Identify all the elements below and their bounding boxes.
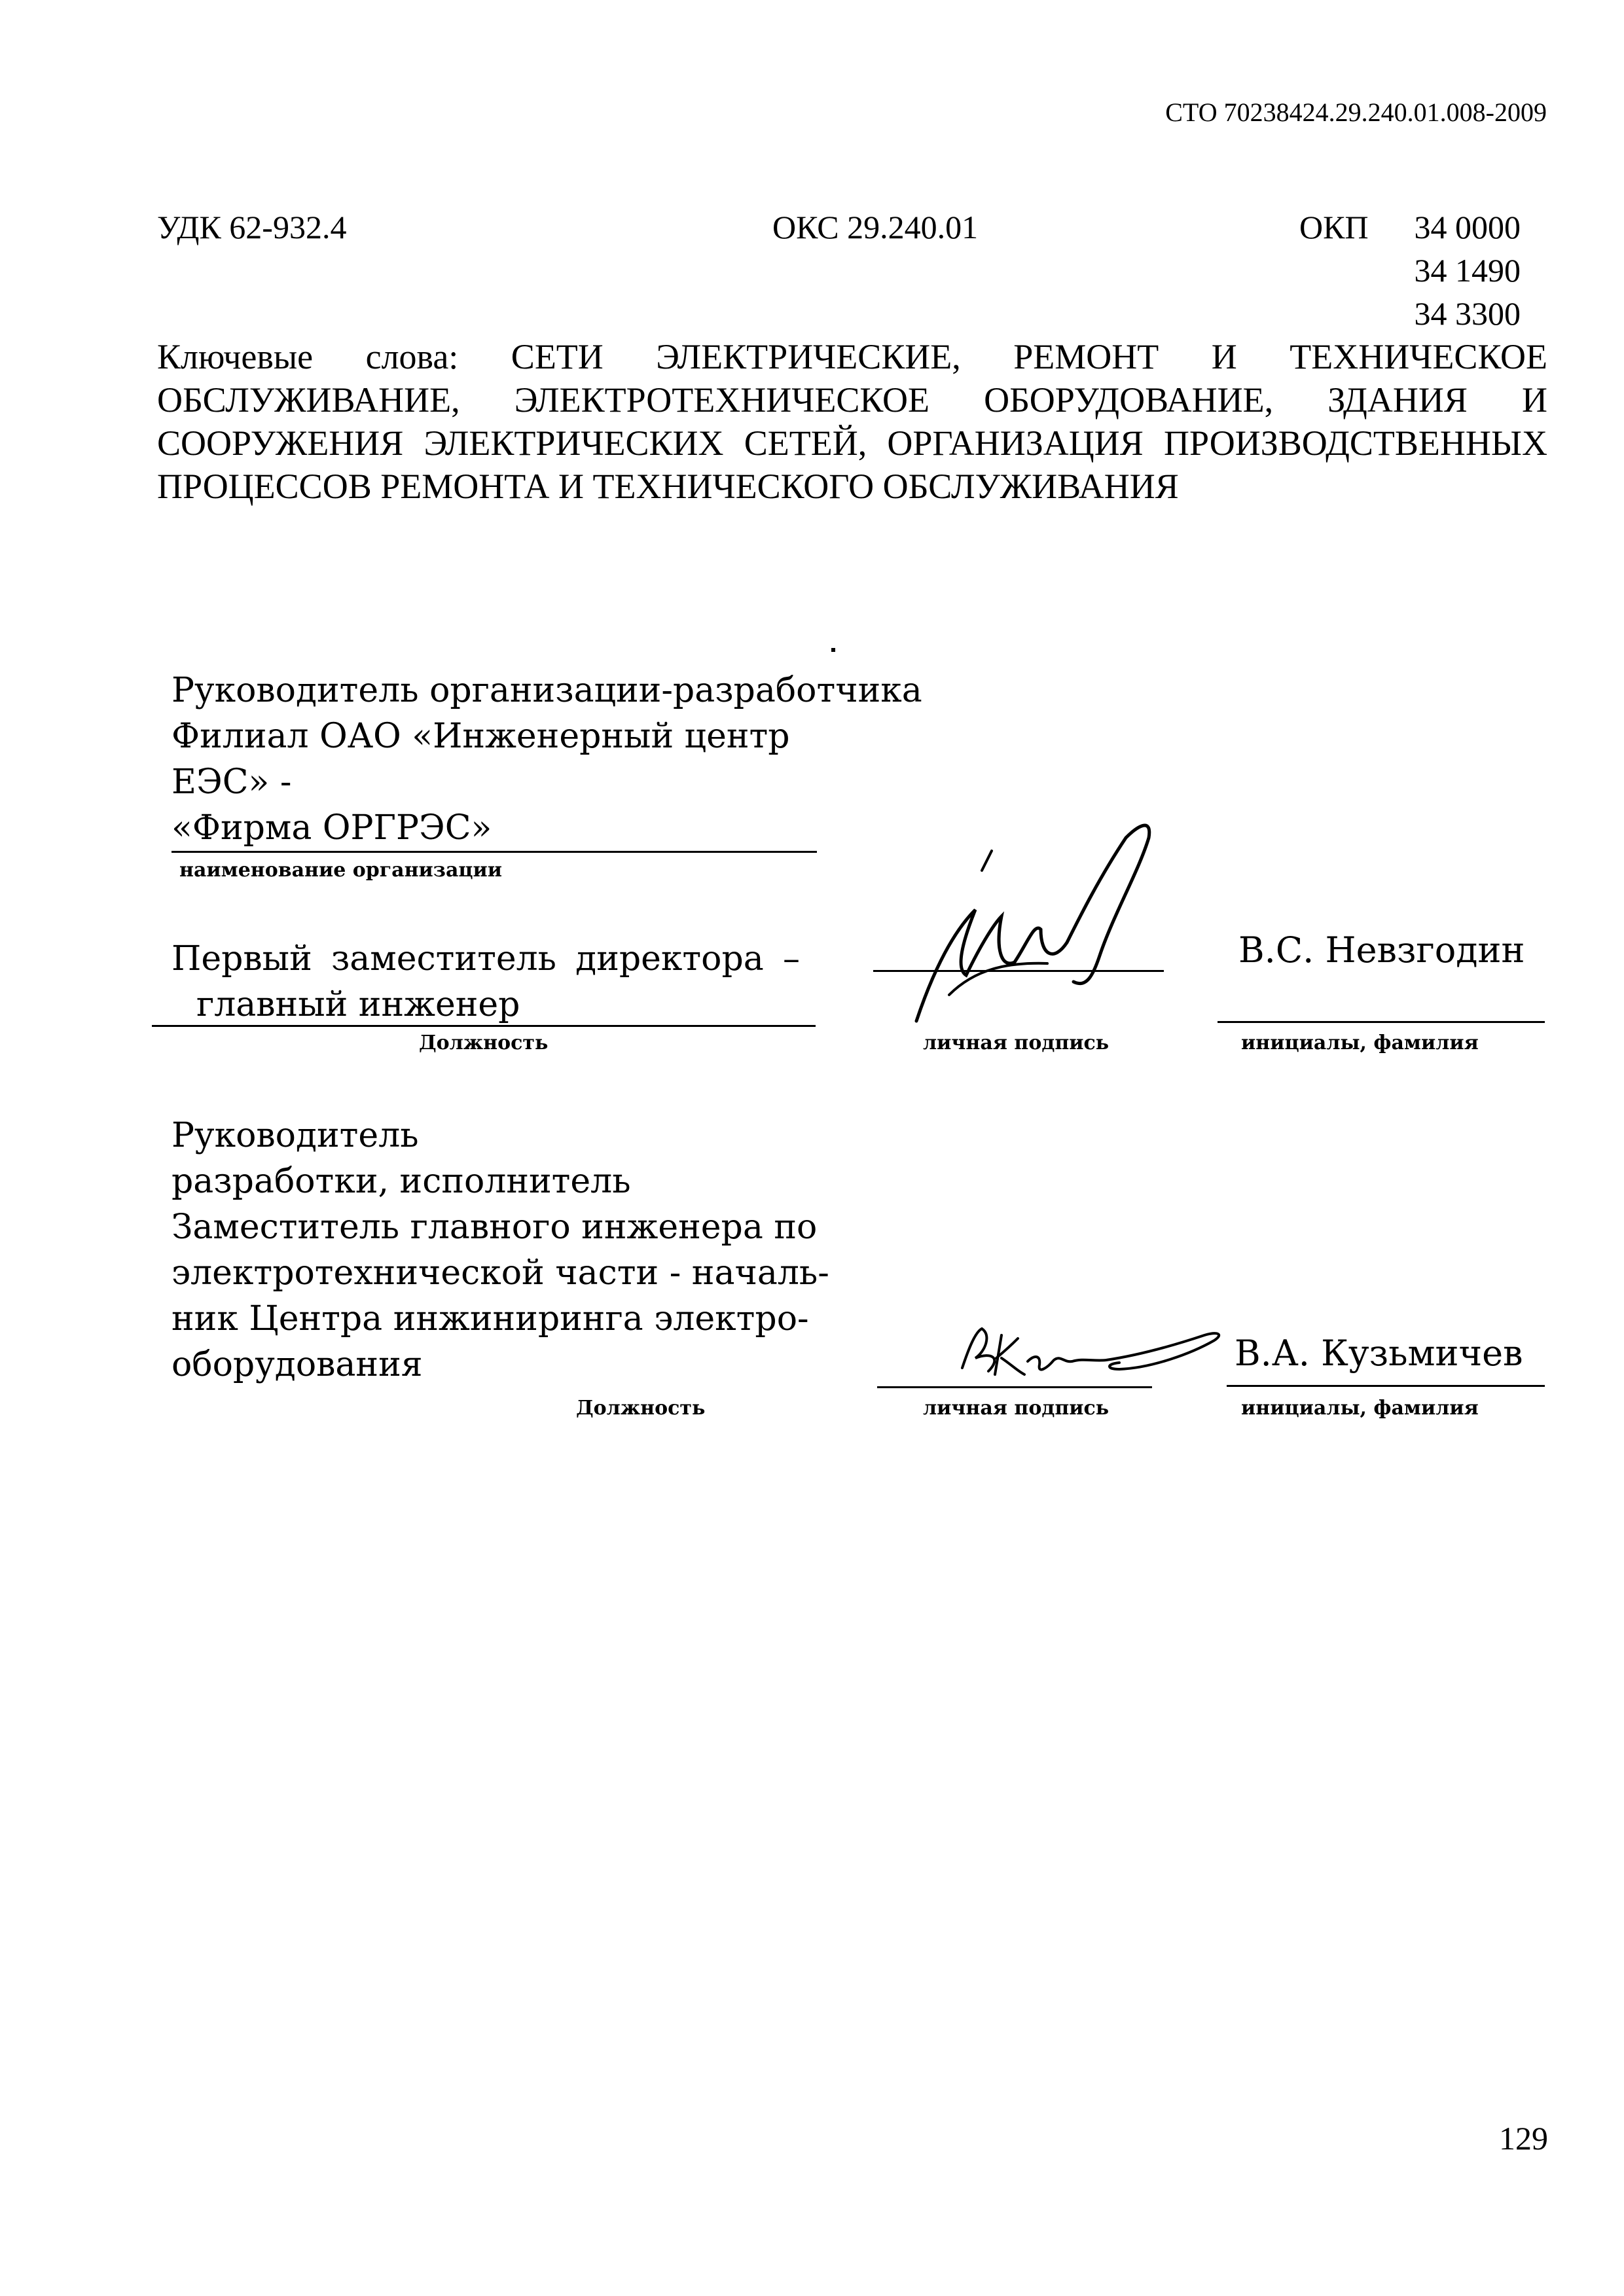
okp-code-2: 34 1490 xyxy=(1414,252,1521,289)
organization-name: «Фирма ОРГРЭС» xyxy=(171,808,492,848)
developer-heading: Руководитель организации-разработчика xyxy=(171,671,922,710)
position-underline xyxy=(152,1025,816,1027)
page-number: 129 xyxy=(1499,2120,1548,2157)
name-underline xyxy=(1218,1021,1545,1023)
udk-code: УДК 62-932.4 xyxy=(157,209,347,245)
position-title: Первый заместитель директора – xyxy=(171,939,800,978)
signatory-name: В.С. Невзгодин xyxy=(1238,929,1525,971)
document-code: СТО 70238424.29.240.01.008-2009 xyxy=(1165,98,1547,127)
position-caption: Должность xyxy=(419,1031,549,1054)
okp-code-1: 34 0000 xyxy=(1414,209,1521,245)
name-caption: инициалы, фамилия xyxy=(1241,1031,1479,1054)
developer-org-line: Филиал ОАО «Инженерный центр xyxy=(171,717,790,756)
position-title: оборудования xyxy=(171,1345,423,1384)
organization-caption: наименование организации xyxy=(179,859,503,882)
signatory-name: В.А. Кузьмичев xyxy=(1235,1333,1523,1374)
oks-code: ОКС 29.240.01 xyxy=(772,209,979,245)
position-title: Заместитель главного инженера по xyxy=(171,1208,818,1247)
position-title: главный инженер xyxy=(196,985,520,1024)
keywords-paragraph xyxy=(157,335,1547,508)
keywords-text: СЕТИ ЭЛЕКТРИЧЕСКИЕ, РЕМОНТ И ТЕХНИЧЕСКОЕ ОБСЛУЖИВАНИЕ, ЭЛЕКТРОТЕХНИЧЕСКОЕ ОБОРУДОВАНИЕ, ЗДАНИЯ И СООРУЖЕНИЯ ЭЛЕКТРИЧЕСКИХ СЕТЕЙ, ОРГАНИЗАЦИЯ ПРОИЗВОДСТВЕННЫХ ПРОЦЕССОВ РЕМОНТА И ТЕХНИЧЕСКОГО ОБСЛУЖИВАНИЯ xyxy=(157,337,1547,506)
organization-underline xyxy=(171,851,817,853)
name-underline xyxy=(1227,1385,1545,1387)
signature-caption: личная подпись xyxy=(923,1397,1110,1420)
scan-speck xyxy=(831,648,835,652)
okp-label: ОКП xyxy=(1299,209,1369,245)
signature-nevzgodin xyxy=(903,812,1178,1028)
name-caption: инициалы, фамилия xyxy=(1241,1397,1479,1420)
signature-caption: личная подпись xyxy=(923,1031,1110,1054)
okp-code-3: 34 3300 xyxy=(1414,295,1521,332)
keywords-label: Ключевые слова: xyxy=(157,337,459,376)
position-title: электротехнической части - началь- xyxy=(171,1253,829,1293)
signature-kuzmichev xyxy=(956,1322,1231,1394)
position-title: разработки, исполнитель xyxy=(171,1162,631,1201)
position-title: ник Центра инжиниринга электро- xyxy=(171,1299,809,1338)
position-caption: Должность xyxy=(576,1397,706,1420)
position-title: Руководитель xyxy=(171,1116,419,1155)
developer-org-line: ЕЭС» - xyxy=(171,762,292,802)
